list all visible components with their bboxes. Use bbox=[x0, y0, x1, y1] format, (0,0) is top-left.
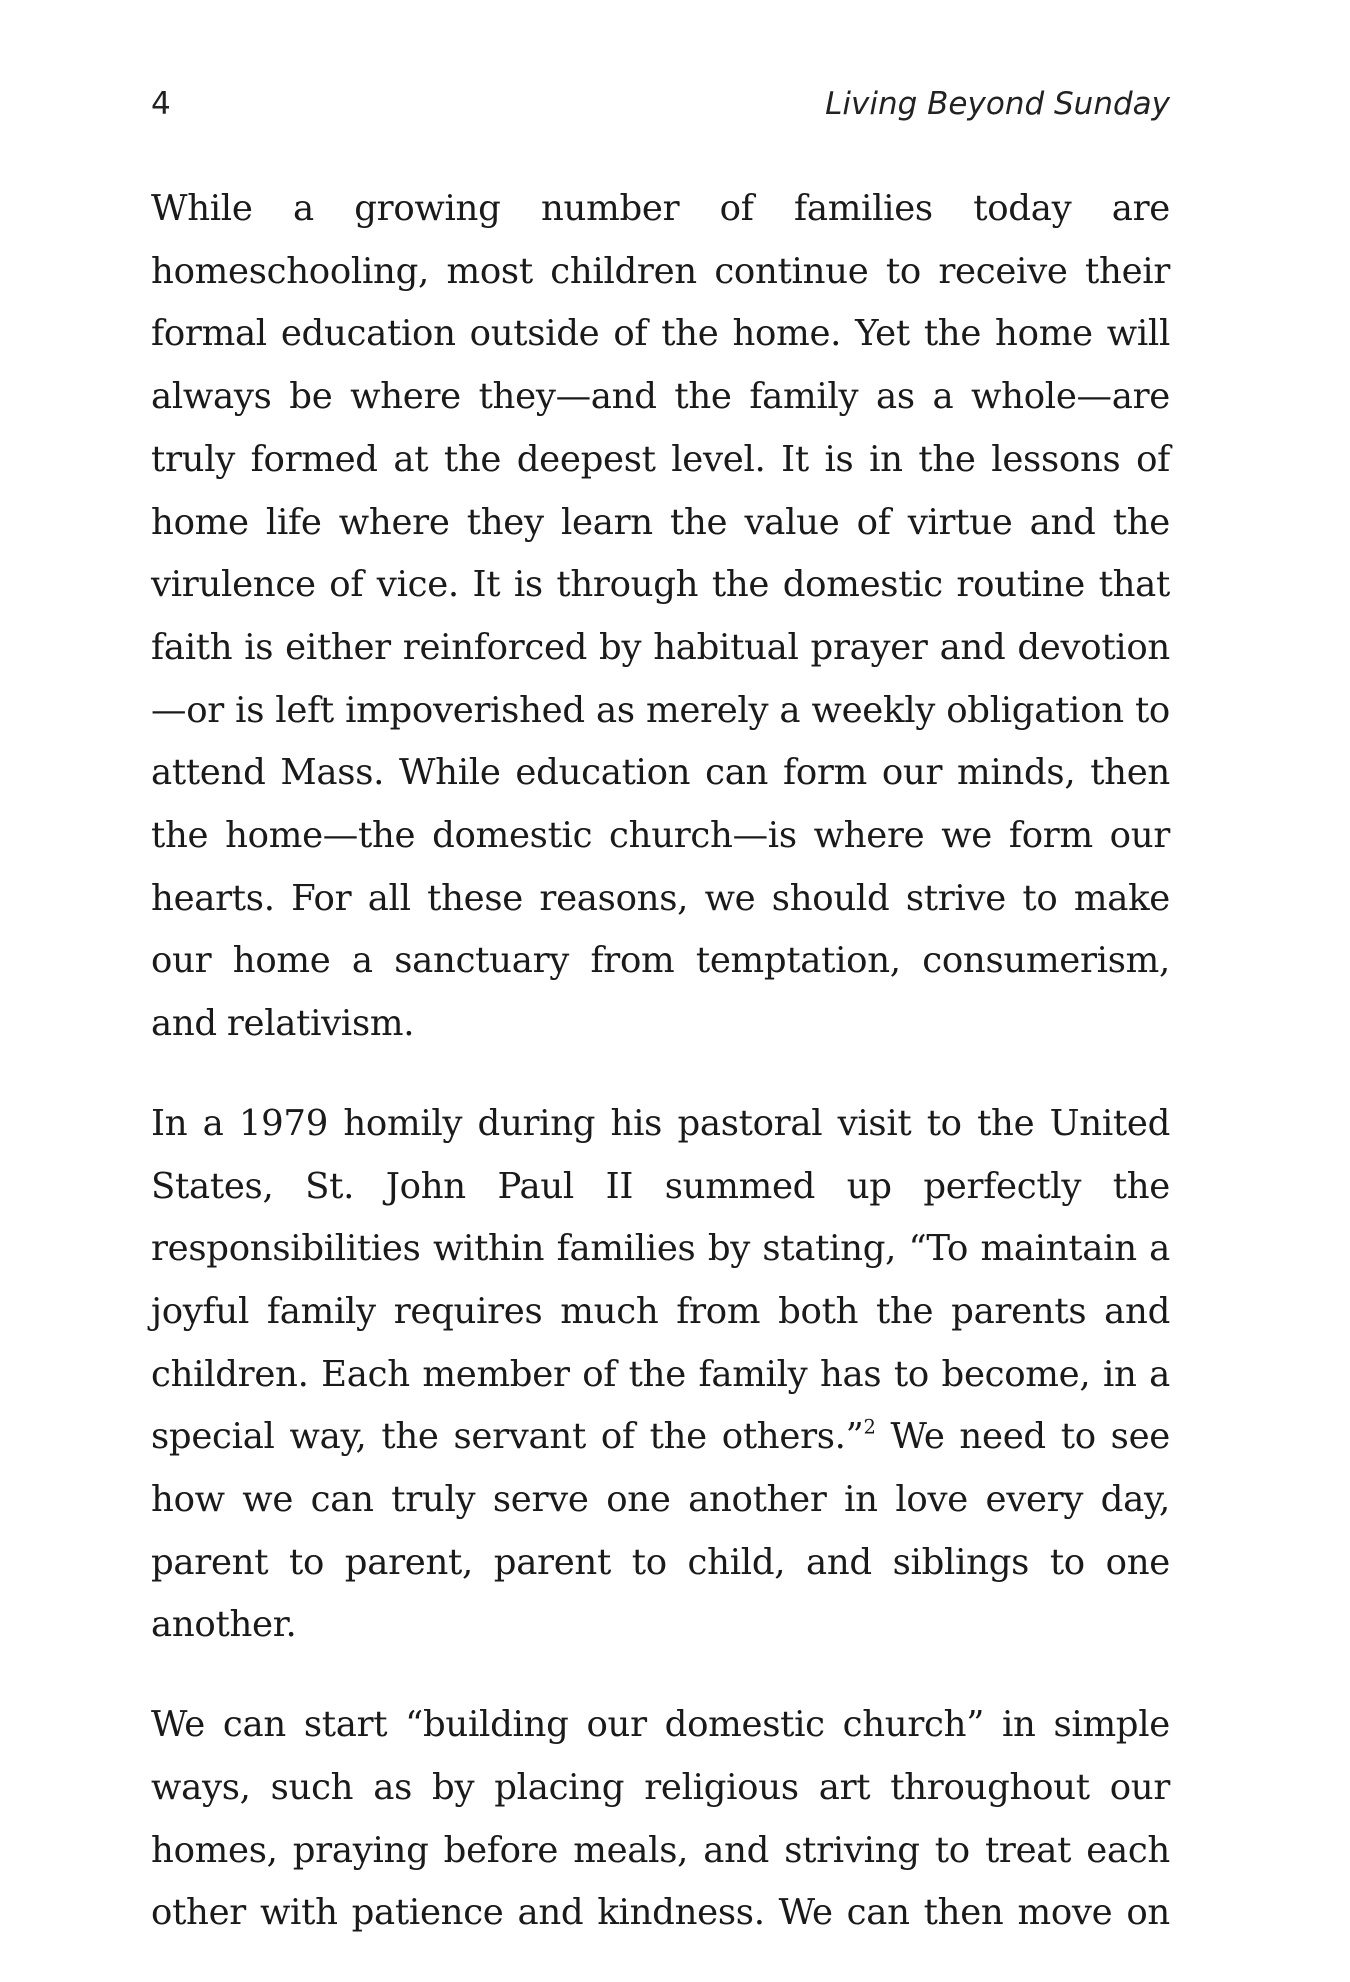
paragraph-1: While a growing number of families today are homeschooling, most children continue to receive their formal education outside of the home. Yet the home will always be where they—and the family as a whole—are truly formed at the deepest level. It is in the lessons of home life where they learn the value of virtue and the virulence of vice. It is through the domestic routine that faith is either reinforced by habitual prayer and devotion—or is left impoverished as merely a weekly obligation to attend Mass. While education can form our minds, then the home—the domestic church—is where we form our hearts. For all these reasons, we should strive to make our home a sanctuary from temptation, consumerism, and relativism. bbox=[151, 188, 1170, 1045]
paragraph-3: We can start “building our domestic church” in simple ways, such as by placing religious art throughout our homes, praying before meals, and striving to treat each other with patience and kindness. We can then move on bbox=[151, 1704, 1170, 1934]
body-text bbox=[151, 178, 1170, 1982]
page-header bbox=[151, 86, 1170, 126]
running-title: Living Beyond Sunday bbox=[825, 86, 1170, 122]
paragraph-2-text-before: In a 1979 homily during his pastoral visit to the United States, St. John Paul II summed up perfectly the responsibilities within families by stating, “To maintain a joyful family requires much from both the parents and children. Each member of the family has to become, in a special way, the servant of the others.” bbox=[151, 1102, 1170, 1458]
footnote-marker: 2 bbox=[863, 1415, 876, 1439]
page-number: 4 bbox=[151, 86, 171, 122]
paragraph-2-text-after: We need to see how we can truly serve one another in love every day, parent to parent, parent to child, and siblings to one another. bbox=[151, 1416, 1170, 1646]
paragraph-2 bbox=[151, 1093, 1170, 1657]
